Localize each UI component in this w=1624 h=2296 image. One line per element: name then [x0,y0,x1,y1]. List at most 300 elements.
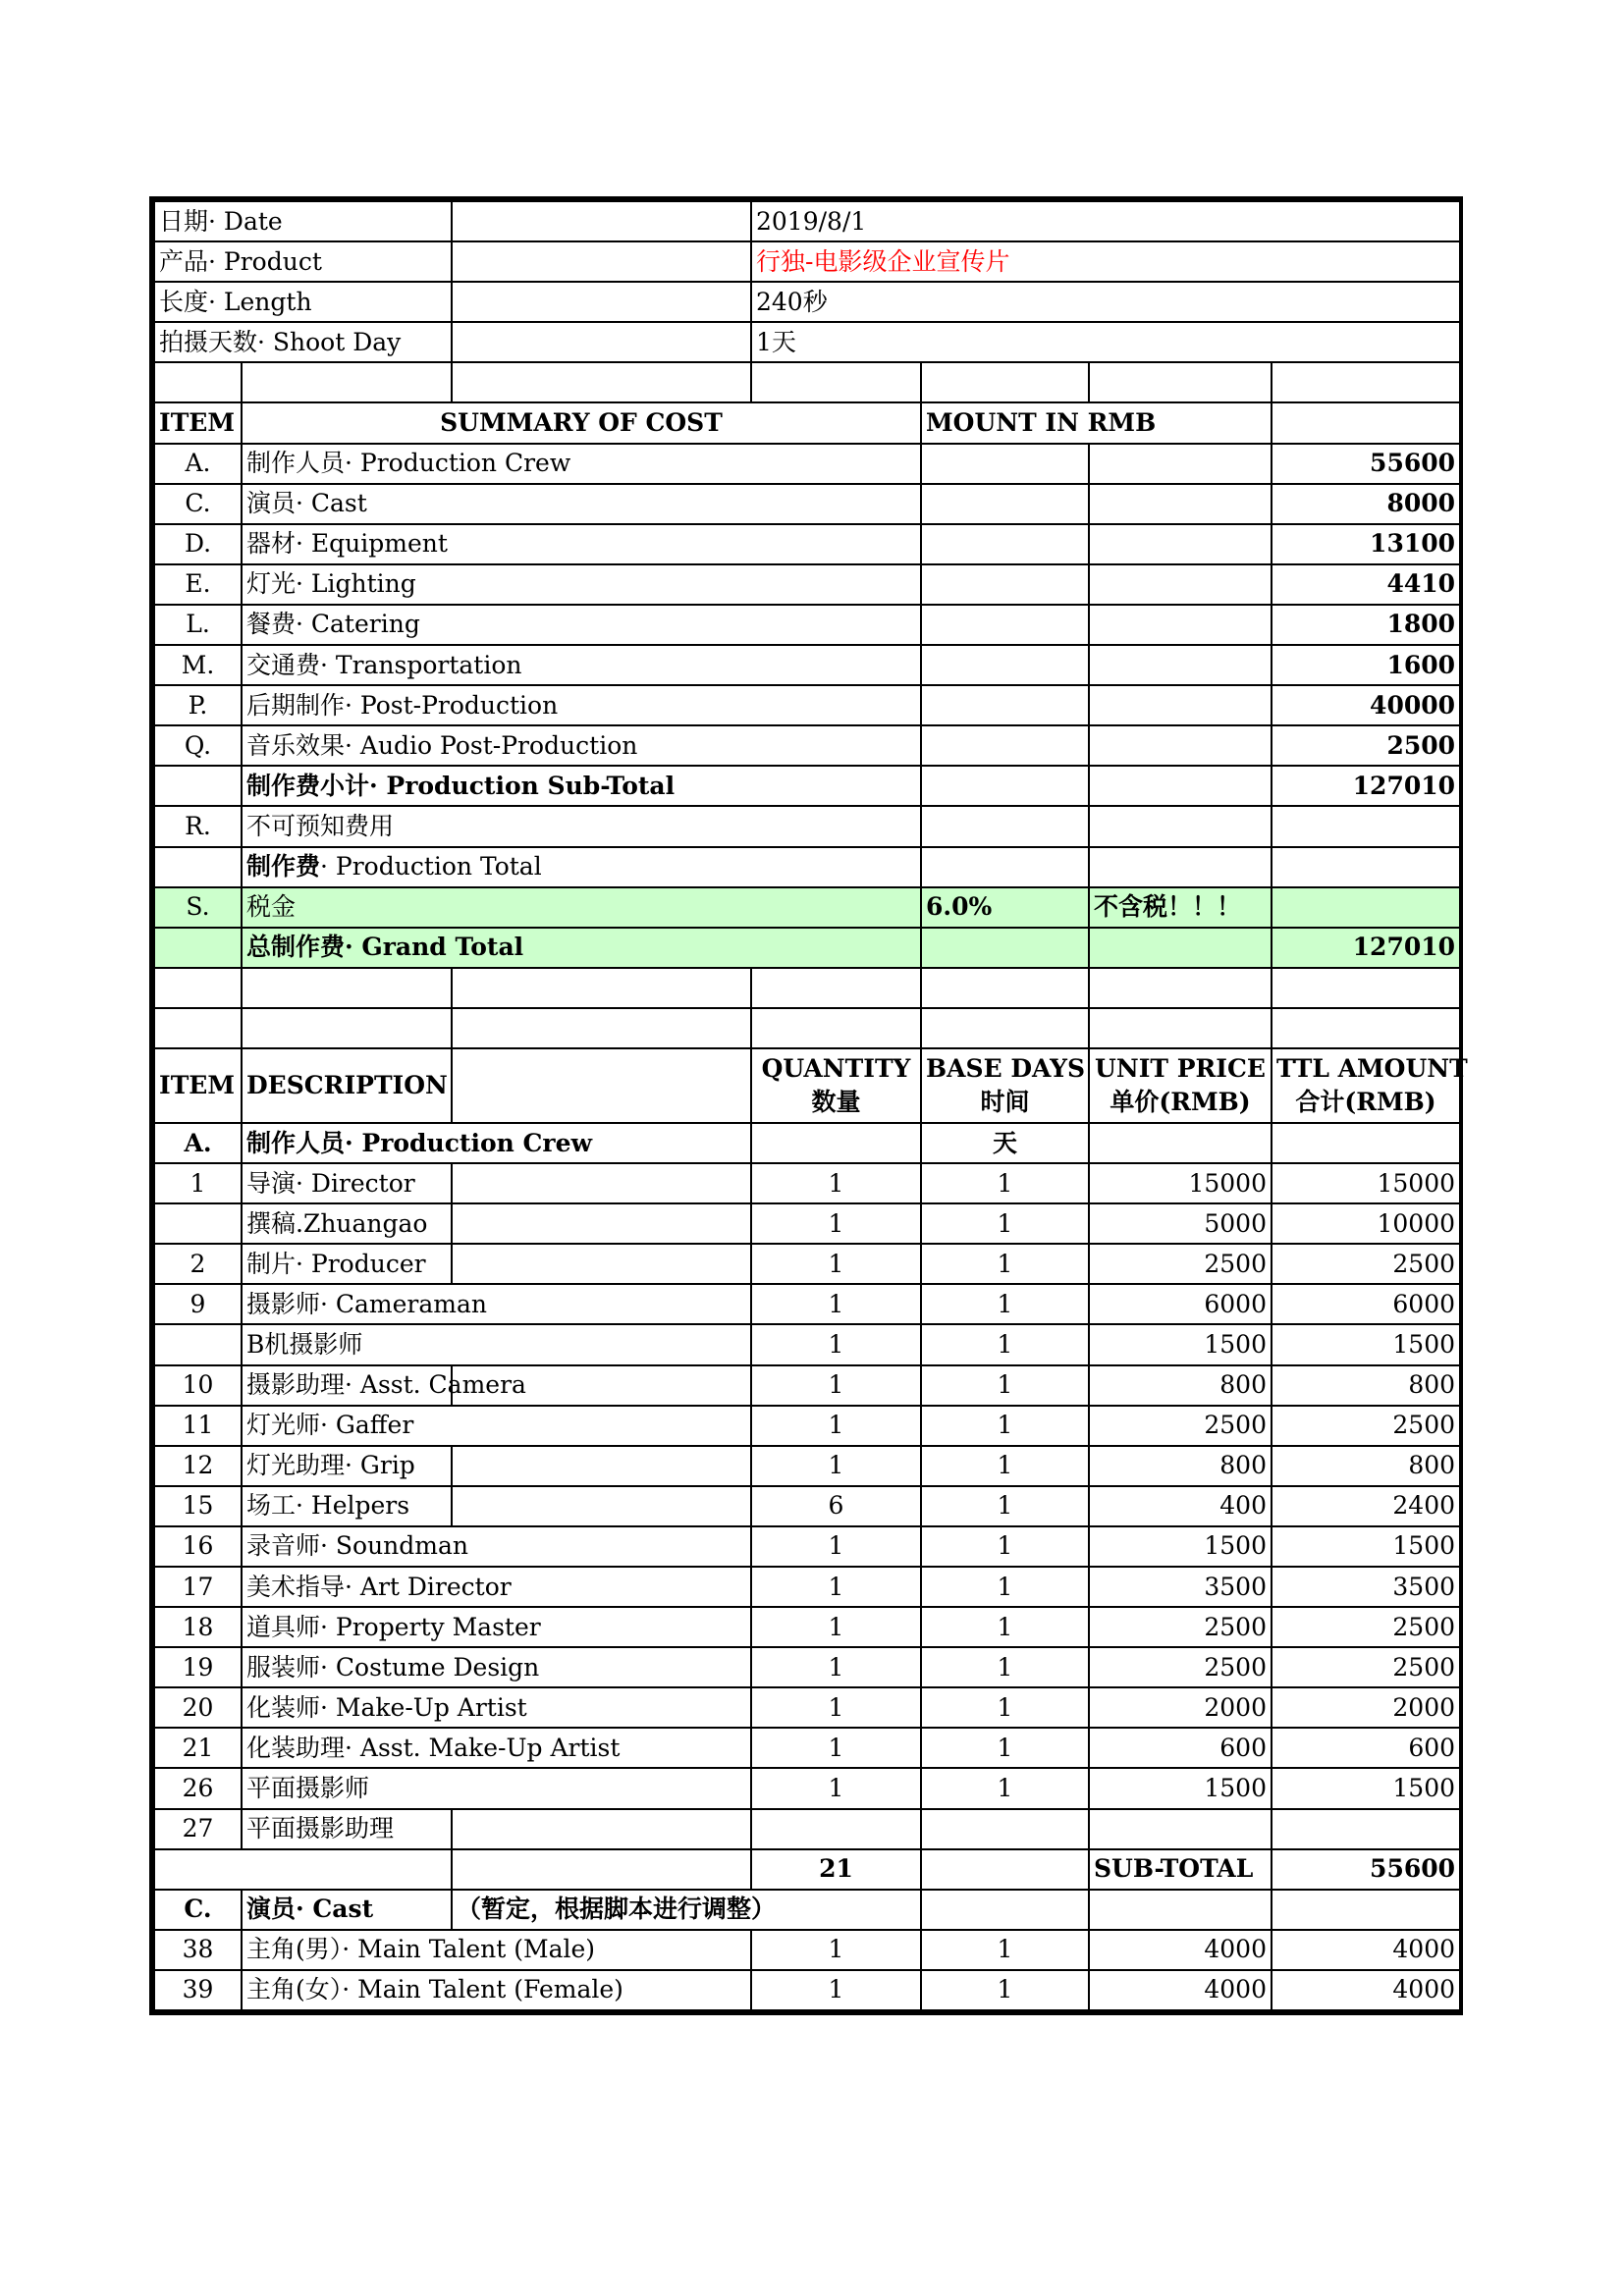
table-row [154,685,1460,725]
table-cell [452,1008,751,1048]
table-cell [1089,928,1272,968]
summary-code: P. [154,685,242,725]
table-cell [1089,564,1272,605]
tax-code: S. [154,887,242,928]
crew-item: 9 [154,1284,242,1324]
cast-item: 38 [154,1930,242,1970]
crew-qty: 1 [751,1526,921,1567]
crew-days: 1 [921,1768,1089,1808]
crew-desc: 道具师· Property Master [242,1607,751,1647]
table-cell [154,1849,452,1890]
table-cell [1272,887,1460,928]
table-cell [1089,1890,1272,1930]
crew-section-code: A. [154,1123,242,1163]
crew-section-title: 制作人员· Production Crew [242,1123,751,1163]
table-cell [921,928,1089,968]
crew-total: 1500 [1272,1526,1460,1567]
table-cell [154,928,242,968]
crew-item: 12 [154,1446,242,1486]
header-cn: 单价(RMB) [1110,1087,1251,1116]
summary-name: 餐费· Catering [242,605,921,645]
crew-total: 6000 [1272,1284,1460,1324]
crew-item: 10 [154,1365,242,1406]
table-cell [1089,645,1272,685]
crew-price: 3500 [1089,1567,1272,1607]
table-row [154,564,1460,605]
crew-item: 17 [154,1567,242,1607]
crew-item: 16 [154,1526,242,1567]
crew-days: 1 [921,1526,1089,1567]
crew-price: 15000 [1089,1163,1272,1203]
crew-qty: 6 [751,1486,921,1526]
crew-total: 800 [1272,1446,1460,1486]
base-days-header [921,1048,1089,1123]
crew-total: 1500 [1272,1768,1460,1808]
crew-qty [751,1809,921,1849]
crew-price: 2500 [1089,1406,1272,1446]
table-row [154,201,1460,241]
cost-table [153,200,1468,2011]
table-cell [452,968,751,1008]
production-total-label [242,847,921,887]
table-cell [1089,685,1272,725]
table-cell [751,362,921,402]
summary-name: 器材· Equipment [242,524,921,564]
cast-section-note: （暂定，根据脚本进行调整） [452,1890,921,1930]
crew-desc: 制片· Producer [242,1244,452,1284]
info-value: 1天 [751,322,1460,362]
table-row [154,1849,1460,1890]
crew-total: 2400 [1272,1486,1460,1526]
summary-name: 灯光· Lighting [242,564,921,605]
summary-total: 55600 [1272,444,1460,484]
crew-qty: 1 [751,1203,921,1244]
table-cell [154,362,242,402]
table-row [154,766,1460,806]
table-cell [154,1008,242,1048]
unforeseen-label: 不可预知费用 [242,806,921,846]
crew-total [1272,1809,1460,1849]
table-cell [242,968,452,1008]
cast-total: 4000 [1272,1970,1460,2010]
table-cell [751,1008,921,1048]
crew-item [154,1324,242,1364]
crew-item: 26 [154,1768,242,1808]
table-row [154,1728,1460,1768]
info-label: 产品· Product [154,241,452,282]
crew-desc: 摄影师· Cameraman [242,1284,751,1324]
table-row [154,968,1460,1008]
crew-item: 1 [154,1163,242,1203]
table-row [154,645,1460,685]
crew-total: 15000 [1272,1163,1460,1203]
table-row [154,1284,1460,1324]
table-cell [452,1809,751,1849]
table-row [154,484,1460,524]
crew-days: 1 [921,1365,1089,1406]
crew-qty: 1 [751,1446,921,1486]
table-cell [1272,847,1460,887]
table-row [154,806,1460,846]
table-cell [452,362,751,402]
summary-code: E. [154,564,242,605]
table-row [154,1446,1460,1486]
table-row [154,362,1460,402]
ttl-amount-header [1272,1048,1468,1123]
grand-total-value: 127010 [1272,928,1460,968]
crew-price: 400 [1089,1486,1272,1526]
crew-desc: 场工· Helpers [242,1486,452,1526]
table-cell [1089,362,1272,402]
cast-section-title: 演员· Cast [242,1890,452,1930]
table-cell [921,766,1089,806]
table-cell [1272,1890,1460,1930]
cost-sheet [149,196,1468,2015]
summary-total: 13100 [1272,524,1460,564]
table-cell [1089,725,1272,766]
cast-qty: 1 [751,1970,921,2010]
crew-qty: 1 [751,1647,921,1687]
crew-item: 19 [154,1647,242,1687]
crew-subtotal-total: 55600 [1272,1849,1460,1890]
crew-desc: B机摄影师 [242,1324,751,1364]
table-cell [1272,806,1460,846]
cast-price: 4000 [1089,1930,1272,1970]
table-cell [1089,806,1272,846]
table-row [154,1890,1460,1930]
table-cell [921,362,1089,402]
info-value: 240秒 [751,282,1460,322]
table-row [154,1930,1460,1970]
crew-total: 2500 [1272,1406,1460,1446]
summary-total: 1600 [1272,645,1460,685]
table-cell [1089,847,1272,887]
table-row [154,1687,1460,1728]
crew-days: 1 [921,1486,1089,1526]
crew-desc: 灯光师· Gaffer [242,1406,751,1446]
table-cell [921,968,1089,1008]
table-row [154,1486,1460,1526]
cast-section-code: C. [154,1890,242,1930]
table-row [154,847,1460,887]
table-cell [921,806,1089,846]
table-cell [921,605,1089,645]
table-cell [921,1008,1089,1048]
crew-qty: 1 [751,1244,921,1284]
crew-qty: 1 [751,1607,921,1647]
crew-price: 1500 [1089,1526,1272,1567]
summary-item-header: ITEM [154,402,242,443]
crew-qty: 1 [751,1768,921,1808]
header-cn: 合计(RMB) [1295,1087,1436,1116]
crew-days [921,1809,1089,1849]
summary-name: 音乐效果· Audio Post-Production [242,725,921,766]
table-cell [1272,1123,1460,1163]
table-cell [154,766,242,806]
crew-days: 1 [921,1406,1089,1446]
table-row [154,524,1460,564]
cast-price: 4000 [1089,1970,1272,2010]
info-spacer [452,241,751,282]
quantity-header [751,1048,921,1123]
crew-total: 1500 [1272,1324,1460,1364]
crew-price: 2500 [1089,1244,1272,1284]
table-cell [751,1123,921,1163]
table-cell [242,1008,452,1048]
table-cell [921,847,1089,887]
crew-price [1089,1809,1272,1849]
table-row [154,1244,1460,1284]
crew-price: 1500 [1089,1324,1272,1364]
crew-item: 20 [154,1687,242,1728]
cost-table-body [154,201,1468,2010]
subtotal-label: 制作费小计· Production Sub-Total [242,766,921,806]
summary-total: 4410 [1272,564,1460,605]
table-row [154,444,1460,484]
table-cell [921,685,1089,725]
table-row [154,1048,1460,1123]
crew-price: 2500 [1089,1607,1272,1647]
crew-desc: 美术指导· Art Director [242,1567,751,1607]
crew-desc: 摄影助理· Asst. Camera [242,1365,452,1406]
tax-note: 不含税！！！ [1089,887,1272,928]
cast-item: 39 [154,1970,242,2010]
header-en: BASE DAYS [926,1053,1086,1083]
table-row [154,402,1460,443]
crew-total: 800 [1272,1365,1460,1406]
crew-desc: 服装师· Costume Design [242,1647,751,1687]
table-row [154,1567,1460,1607]
summary-name: 后期制作· Post-Production [242,685,921,725]
cast-total: 4000 [1272,1930,1460,1970]
summary-title: SUMMARY OF COST [242,402,921,443]
amount-header: MOUNT IN RMB [921,402,1272,443]
table-cell [154,968,242,1008]
table-cell [1089,605,1272,645]
crew-qty: 1 [751,1406,921,1446]
crew-desc: 撰稿.Zhuangao [242,1203,452,1244]
crew-days: 1 [921,1647,1089,1687]
summary-code: L. [154,605,242,645]
crew-qty: 1 [751,1324,921,1364]
crew-price: 800 [1089,1365,1272,1406]
crew-days: 1 [921,1203,1089,1244]
production-total-rest: · Production Total [320,852,542,881]
info-spacer [452,322,751,362]
table-row [154,1607,1460,1647]
tax-rate: 6.0% [921,887,1089,928]
crew-days: 1 [921,1687,1089,1728]
table-cell [242,362,452,402]
table-row [154,725,1460,766]
table-cell [452,1244,751,1284]
table-row [154,1970,1460,2010]
crew-item [154,1203,242,1244]
cast-desc: 主角(男）· Main Talent (Male) [242,1930,751,1970]
table-cell [1089,444,1272,484]
crew-price: 2500 [1089,1647,1272,1687]
table-row [154,1406,1460,1446]
table-row [154,1123,1460,1163]
table-cell [452,1486,751,1526]
table-row [154,1809,1460,1849]
summary-name: 演员· Cast [242,484,921,524]
table-row [154,1008,1460,1048]
crew-price: 800 [1089,1446,1272,1486]
summary-code: Q. [154,725,242,766]
summary-total: 40000 [1272,685,1460,725]
summary-code: D. [154,524,242,564]
table-row [154,1203,1460,1244]
crew-days: 1 [921,1567,1089,1607]
crew-days: 1 [921,1244,1089,1284]
crew-desc: 化装助理· Asst. Make-Up Artist [242,1728,751,1768]
table-row [154,1365,1460,1406]
crew-qty: 1 [751,1687,921,1728]
table-row [154,1768,1460,1808]
crew-qty: 1 [751,1365,921,1406]
crew-total: 10000 [1272,1203,1460,1244]
production-total-bold: 制作费 [246,852,321,881]
info-label: 日期· Date [154,201,452,241]
cast-desc: 主角(女）· Main Talent (Female) [242,1970,751,2010]
crew-total: 2500 [1272,1607,1460,1647]
crew-total: 2500 [1272,1647,1460,1687]
crew-days: 1 [921,1446,1089,1486]
summary-code: A. [154,444,242,484]
table-cell [452,1446,751,1486]
summary-total: 1800 [1272,605,1460,645]
table-cell [1272,1008,1460,1048]
table-cell [921,645,1089,685]
crew-item: 2 [154,1244,242,1284]
summary-code: C. [154,484,242,524]
crew-price: 600 [1089,1728,1272,1768]
crew-subtotal-qty: 21 [751,1849,921,1890]
table-row [154,1647,1460,1687]
header-en: TTL AMOUNT [1276,1053,1468,1083]
tax-label: 税金 [242,887,921,928]
crew-days: 1 [921,1284,1089,1324]
info-spacer [452,201,751,241]
crew-item: 27 [154,1809,242,1849]
crew-price: 5000 [1089,1203,1272,1244]
info-value: 行独-电影级企业宣传片 [751,241,1460,282]
summary-total: 2500 [1272,725,1460,766]
crew-section-unit: 天 [921,1123,1089,1163]
info-label: 长度· Length [154,282,452,322]
unit-price-header [1089,1048,1272,1123]
table-row [154,1526,1460,1567]
crew-days: 1 [921,1607,1089,1647]
table-cell [921,524,1089,564]
crew-desc: 化装师· Make-Up Artist [242,1687,751,1728]
crew-qty: 1 [751,1284,921,1324]
unforeseen-code: R. [154,806,242,846]
table-cell [921,564,1089,605]
crew-days: 1 [921,1163,1089,1203]
table-cell [1089,1008,1272,1048]
crew-item: 18 [154,1607,242,1647]
crew-qty: 1 [751,1728,921,1768]
crew-desc: 灯光助理· Grip [242,1446,452,1486]
crew-days: 1 [921,1728,1089,1768]
crew-desc: 平面摄影师 [242,1768,751,1808]
crew-total: 2000 [1272,1687,1460,1728]
table-cell [921,725,1089,766]
table-row [154,282,1460,322]
table-cell [1272,402,1460,443]
table-cell [452,1849,751,1890]
table-cell [154,847,242,887]
table-cell [1089,1123,1272,1163]
cast-days: 1 [921,1970,1089,2010]
table-row [154,241,1460,282]
detail-item-header: ITEM [154,1048,242,1123]
header-en: QUANTITY [761,1053,911,1083]
crew-days: 1 [921,1324,1089,1364]
crew-qty: 1 [751,1567,921,1607]
crew-total: 600 [1272,1728,1460,1768]
table-cell [1089,968,1272,1008]
crew-item: 15 [154,1486,242,1526]
crew-desc: 导演· Director [242,1163,452,1203]
table-cell [452,1203,751,1244]
table-cell [452,1048,751,1123]
table-cell [921,484,1089,524]
table-row [154,887,1460,928]
crew-desc: 录音师· Soundman [242,1526,751,1567]
summary-total: 8000 [1272,484,1460,524]
header-cn: 数量 [811,1087,861,1116]
table-row [154,605,1460,645]
table-cell [1089,484,1272,524]
crew-total: 3500 [1272,1567,1460,1607]
summary-name: 制作人员· Production Crew [242,444,921,484]
crew-item: 21 [154,1728,242,1768]
detail-description-header: DESCRIPTION [242,1048,452,1123]
header-cn: 时间 [980,1087,1030,1116]
crew-subtotal-label: SUB-TOTAL [1089,1849,1272,1890]
grand-total-label: 总制作费· Grand Total [242,928,921,968]
info-spacer [452,282,751,322]
table-cell [1089,766,1272,806]
crew-price: 1500 [1089,1768,1272,1808]
crew-item: 11 [154,1406,242,1446]
crew-desc: 平面摄影助理 [242,1809,452,1849]
table-cell [1272,362,1460,402]
header-en: UNIT PRICE [1095,1053,1266,1083]
table-cell [921,1849,1089,1890]
table-row [154,928,1460,968]
summary-name: 交通费· Transportation [242,645,921,685]
table-cell [921,444,1089,484]
table-row [154,322,1460,362]
table-row [154,1324,1460,1364]
info-value: 2019/8/1 [751,201,1460,241]
crew-total: 2500 [1272,1244,1460,1284]
cast-qty: 1 [751,1930,921,1970]
summary-code: M. [154,645,242,685]
info-label: 拍摄天数· Shoot Day [154,322,452,362]
table-cell [1089,524,1272,564]
table-row [154,1163,1460,1203]
table-cell [452,1163,751,1203]
crew-price: 6000 [1089,1284,1272,1324]
table-cell [1272,968,1460,1008]
subtotal-total: 127010 [1272,766,1460,806]
crew-qty: 1 [751,1163,921,1203]
